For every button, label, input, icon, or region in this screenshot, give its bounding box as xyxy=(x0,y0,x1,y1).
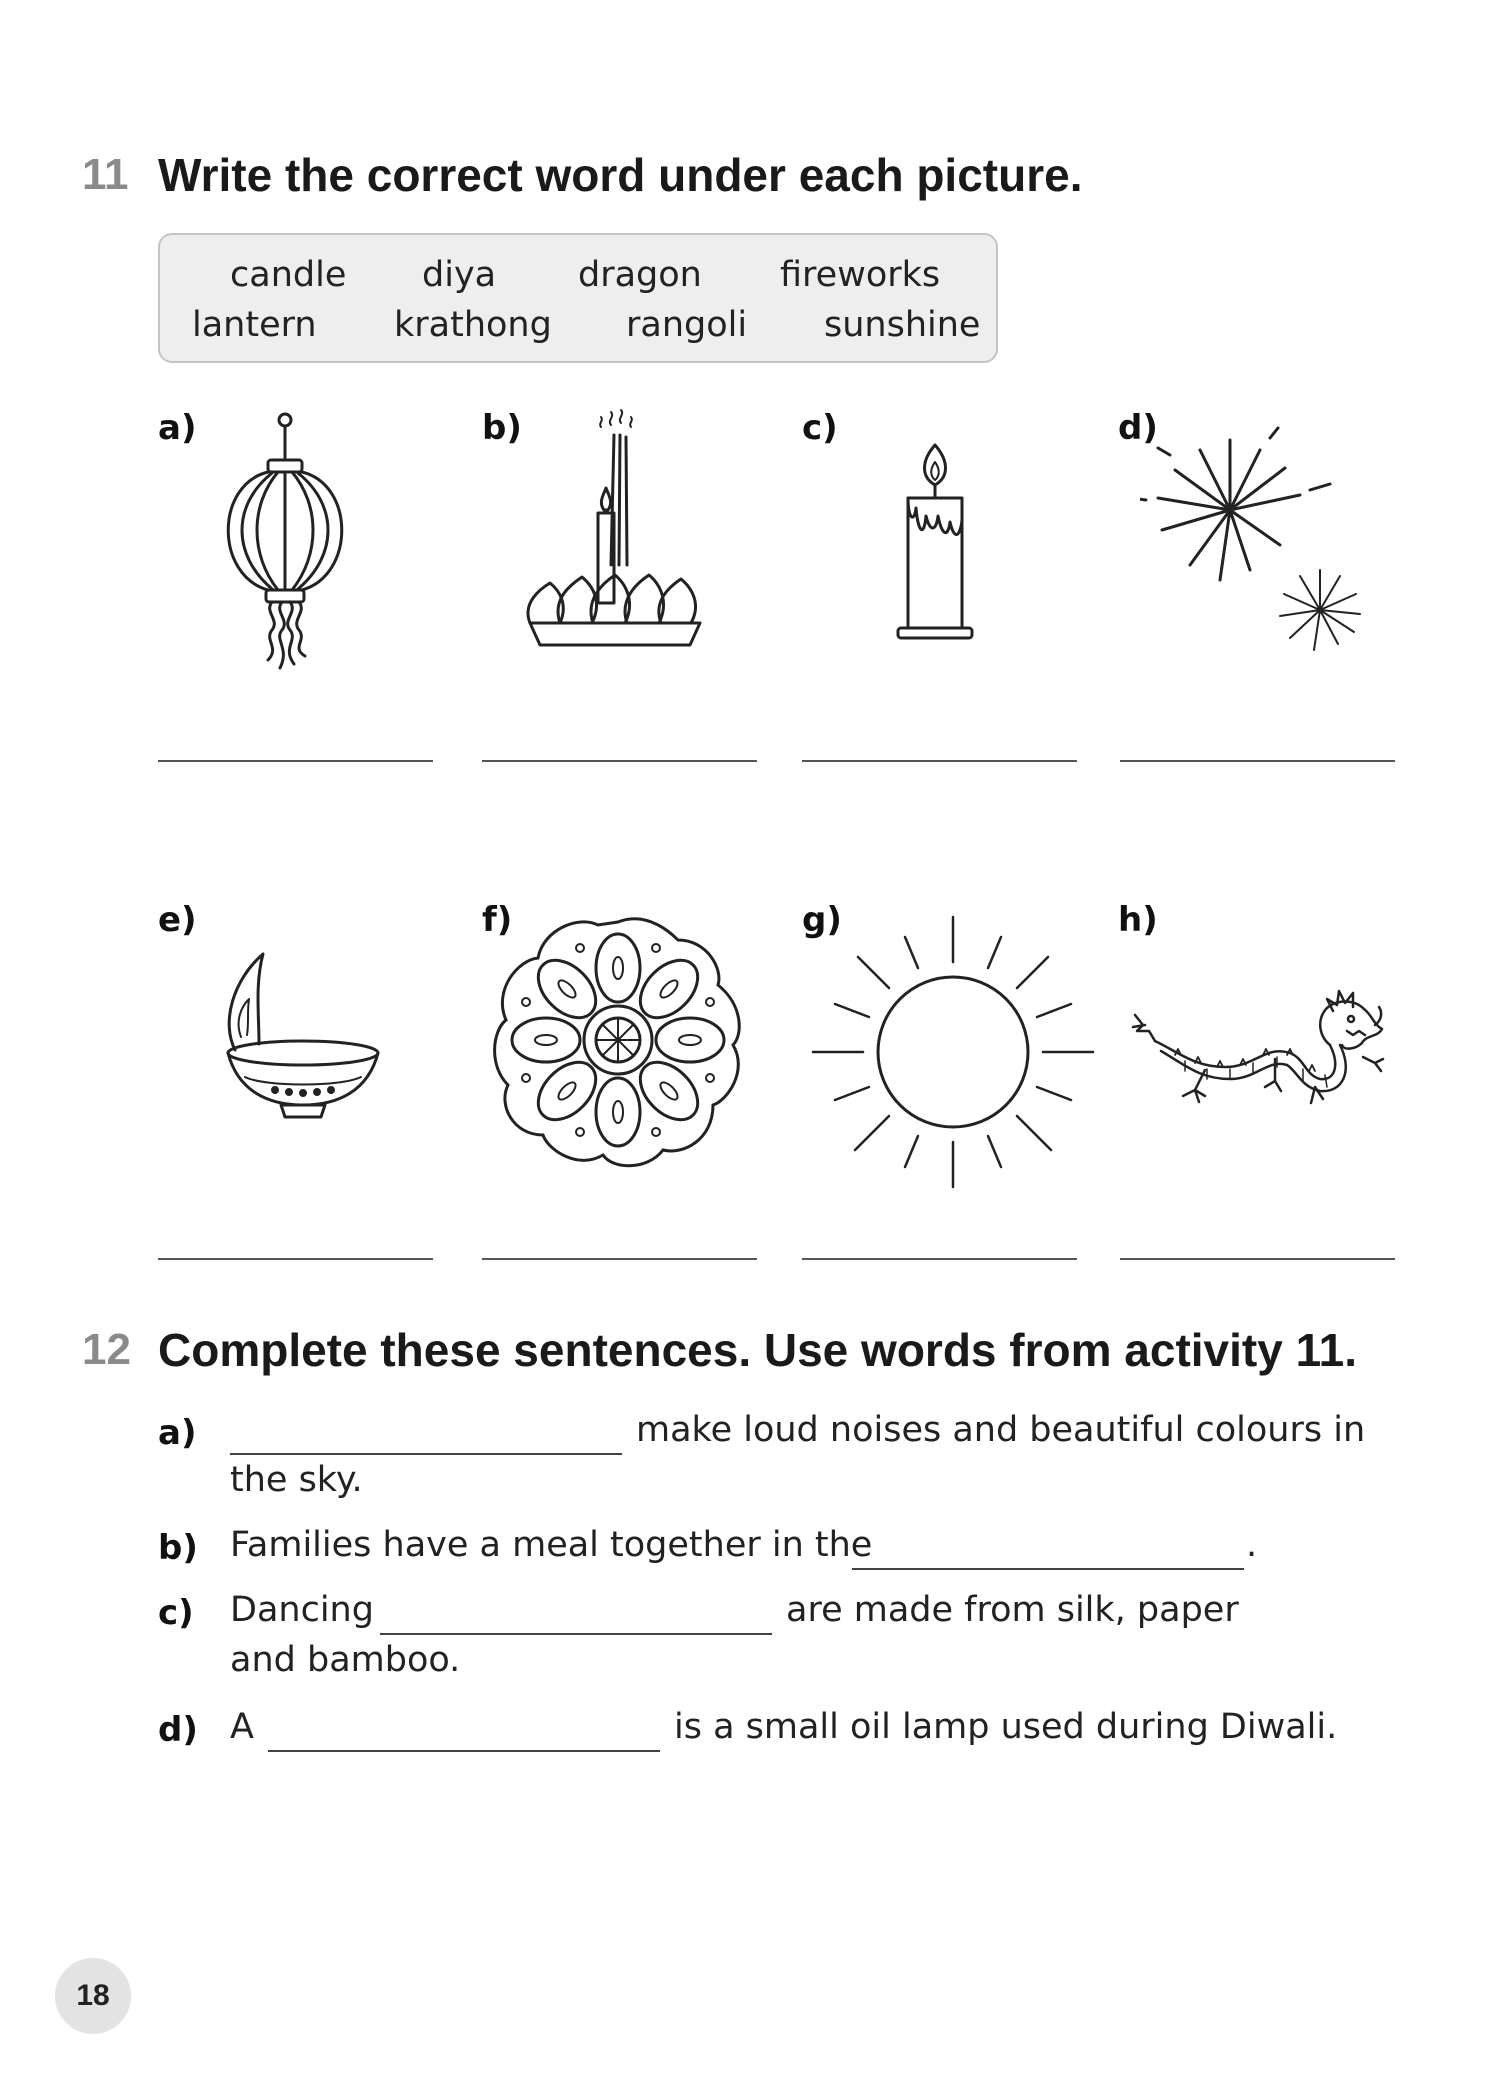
answer-line-a[interactable] xyxy=(158,760,433,762)
word-bank xyxy=(158,233,998,363)
picture-label-f: f) xyxy=(482,900,513,940)
sentence-blank-a[interactable] xyxy=(230,1453,622,1455)
sentence-blank-d[interactable] xyxy=(268,1750,660,1752)
answer-line-e[interactable] xyxy=(158,1258,433,1260)
sun-icon xyxy=(808,915,1098,1190)
sentence-label-b: b) xyxy=(158,1528,198,1568)
picture-label-e: e) xyxy=(158,900,197,940)
picture-label-a: a) xyxy=(158,408,197,448)
picture-label-d: d) xyxy=(1118,408,1158,448)
word-bank-item: krathong xyxy=(394,305,552,345)
krathong-icon xyxy=(515,405,715,655)
answer-line-d[interactable] xyxy=(1120,760,1395,762)
sentence-label-a: a) xyxy=(158,1413,197,1453)
sentence-text-d: A xyxy=(230,1707,254,1747)
page-number: 18 xyxy=(55,1958,131,2034)
picture-label-c: c) xyxy=(802,408,838,448)
word-bank-item: rangoli xyxy=(626,305,748,345)
lantern-icon xyxy=(210,405,360,685)
activity-11-number: 11 xyxy=(82,150,129,199)
picture-label-g: g) xyxy=(802,900,842,940)
sentence-text-d-after: is a small oil lamp used during Diwali. xyxy=(674,1707,1338,1747)
sentence-text-b: Families have a meal together in the xyxy=(230,1525,873,1565)
answer-line-c[interactable] xyxy=(802,760,1077,762)
sentence-label-c: c) xyxy=(158,1593,194,1633)
sentence-text-c: Dancing xyxy=(230,1590,374,1630)
word-bank-item: candle xyxy=(230,255,347,295)
activity-11-title: Write the correct word under each picture. xyxy=(158,149,1083,201)
answer-line-f[interactable] xyxy=(482,1258,757,1260)
sentence-text-c-line2: and bamboo. xyxy=(230,1640,461,1680)
word-bank-item: sunshine xyxy=(824,305,981,345)
sentence-text-c-after: are made from silk, paper xyxy=(786,1590,1239,1630)
activity-12-number: 12 xyxy=(82,1325,131,1374)
sentence-blank-b[interactable] xyxy=(852,1568,1244,1570)
dragon-icon xyxy=(1125,975,1385,1125)
activity-12-title: Complete these sentences. Use words from activity 11. xyxy=(158,1324,1358,1376)
rangoli-icon xyxy=(483,905,753,1175)
candle-icon xyxy=(880,440,990,640)
answer-line-h[interactable] xyxy=(1120,1258,1395,1260)
word-bank-item: lantern xyxy=(192,305,317,345)
sentence-text-b-end: . xyxy=(1246,1525,1258,1565)
sentence-text-a: make loud noises and beautiful colours in xyxy=(636,1410,1366,1450)
picture-label-h: h) xyxy=(1118,900,1158,940)
word-bank-item: fireworks xyxy=(780,255,941,295)
word-bank-item: dragon xyxy=(578,255,702,295)
picture-label-b: b) xyxy=(482,408,522,448)
diya-icon xyxy=(205,945,390,1130)
word-bank-item: diya xyxy=(422,255,497,295)
sentence-blank-c[interactable] xyxy=(380,1633,772,1635)
sentence-text-a-line2: the sky. xyxy=(230,1460,363,1500)
sentence-label-d: d) xyxy=(158,1710,198,1750)
fireworks-icon xyxy=(1140,415,1380,675)
answer-line-g[interactable] xyxy=(802,1258,1077,1260)
answer-line-b[interactable] xyxy=(482,760,757,762)
